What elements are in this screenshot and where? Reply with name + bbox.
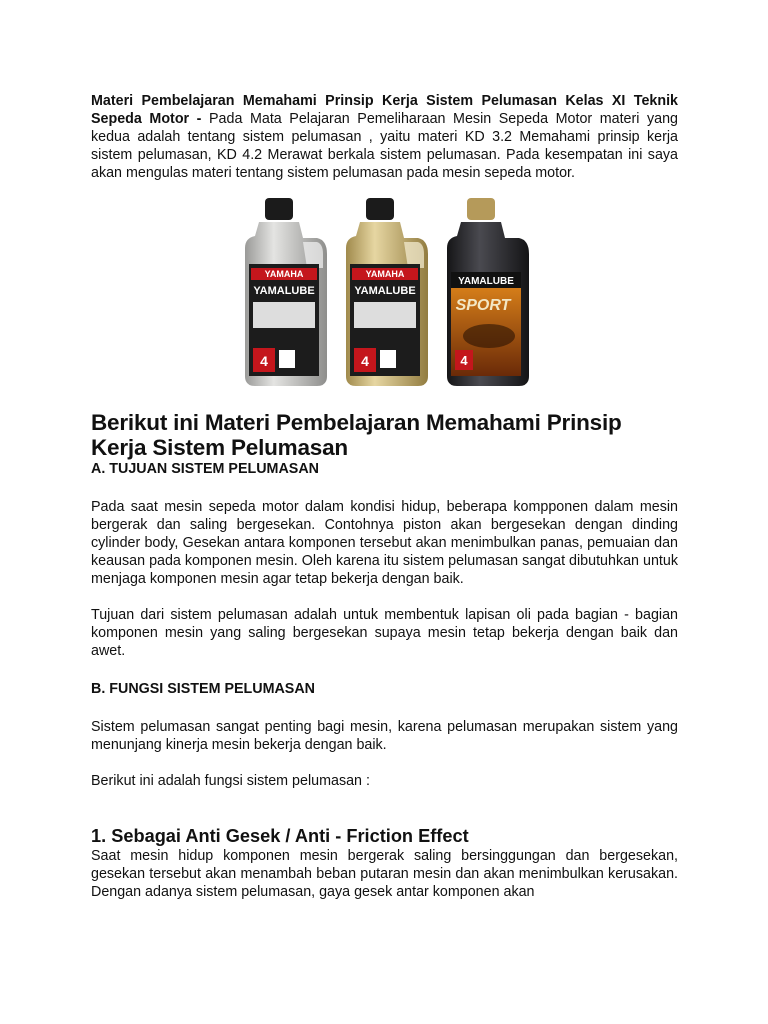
main-heading: Berikut ini Materi Pembelajaran Memahami Prinsip Kerja Sistem Pelumasan <box>91 410 622 460</box>
section-b-paragraph-2: Berikut ini adalah fungsi sistem pelumasan : <box>91 773 370 789</box>
section-a-title: A. TUJUAN SISTEM PELUMASAN <box>91 461 319 477</box>
intro-paragraph <box>91 92 678 182</box>
bottle2-number: 4 <box>361 353 369 369</box>
bottle1-product: YAMALUBE <box>253 285 315 297</box>
bottle3-sub: SPORT <box>455 297 511 314</box>
bottle1-brand: YAMAHA <box>264 269 304 279</box>
bottle3-product: YAMALUBE <box>458 276 514 287</box>
section-a-paragraph-2: Tujuan dari sistem pelumasan adalah untuk membentuk lapisan oli pada bagian - bagian komponen mesin yang saling bergesekan supaya mesin tetap bekerja dengan baik dan awet. <box>91 607 678 659</box>
section-b-title: B. FUNGSI SISTEM PELUMASAN <box>91 681 315 697</box>
bottle3-number: 4 <box>460 353 468 368</box>
section-b-paragraph-1: Sistem pelumasan sangat penting bagi mesin, karena pelumasan merupakan sistem yang menunjang kinerja mesin bekerja dengan baik. <box>91 719 678 753</box>
bottle2-brand: YAMAHA <box>365 269 405 279</box>
oil-bottle-sport <box>443 198 535 390</box>
oil-bottles-image <box>91 198 678 390</box>
intro-text: Pada Mata Pelajaran Pemeliharaan Mesin Sepeda Motor materi yang kedua adalah tentang sistem pelumasan , yaitu materi KD 3.2 Memahami prinsip kerja sistem pelumasan, KD 4.2 Merawat berkala sistem pelumasan. Pada kesempatan ini saya akan mengulas materi tentang sistem pelumasan pada mesin sepeda motor. <box>91 111 679 181</box>
bottle1-number: 4 <box>260 353 268 369</box>
bottle2-product: YAMALUBE <box>354 285 416 297</box>
section-a-paragraph-1: Pada saat mesin sepeda motor dalam kondisi hidup, beberapa kompponen dalam mesin bergerak dan saling bergesekan. Contohnya piston akan bergesekan dengan dinding cylinder body, Gesekan antara komponen tersebut akan menimbulkan panas, pemuaian dan keausan pada komponen mesin. Oleh karena itu sistem pelumasan sangat dibutuhkan untuk menjaga komponen mesin agar tetap bekerja dengan baik. <box>91 499 678 587</box>
oil-bottle-gold <box>342 198 434 390</box>
article-content <box>91 92 678 901</box>
subsection-1-paragraph: Saat mesin hidup komponen mesin bergerak saling bersinggungan dan bergesekan, gesekan tersebut akan menambah beban putaran mesin dan akan menimbulkan kerusakan. Dengan adanya sistem pelumasan, gaya gesek antar komponen akan <box>91 848 678 900</box>
oil-bottle-silver <box>241 198 333 390</box>
intro-bold-title: Materi Pembelajaran Memahami Prinsip Kerja Sistem Pelumasan Kelas XI Teknik Sepeda Motor - <box>91 93 678 127</box>
subsection-1-title: 1. Sebagai Anti Gesek / Anti - Friction Effect <box>91 826 469 846</box>
